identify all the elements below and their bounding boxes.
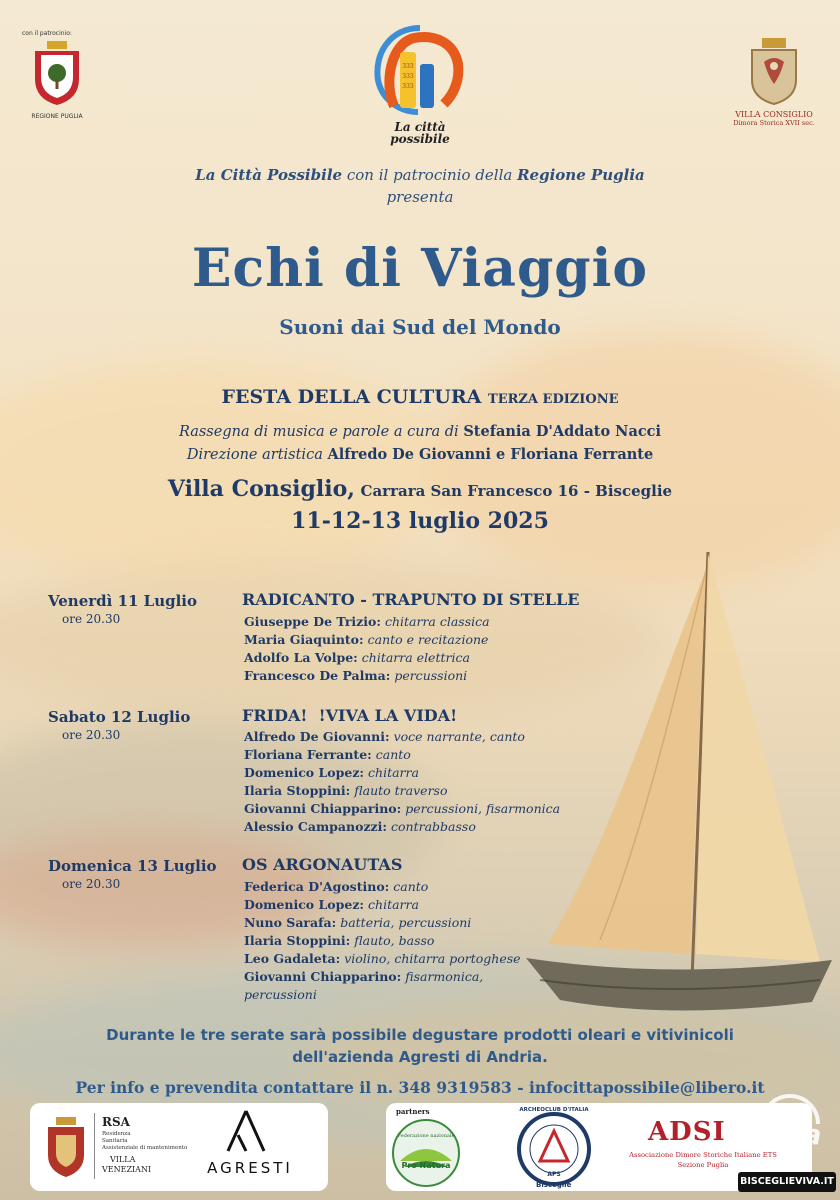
- svg-text:333: 333: [402, 73, 414, 80]
- villa-consiglio-sublabel: Dimora Storica XVII sec.: [733, 119, 815, 127]
- svg-text:333: 333: [402, 83, 414, 90]
- performer: Federica D'Agostino: canto: [244, 879, 429, 894]
- performer: Giuseppe De Trizio: chitarra classica: [244, 614, 490, 629]
- performer: Domenico Lopez: chitarra: [244, 897, 419, 912]
- regione-puglia-logo: [22, 30, 92, 120]
- adsi-label-1: Associazione Dimore Storiche Italiane ETS: [629, 1151, 777, 1159]
- agresti-logo-icon: [226, 1109, 266, 1153]
- performer: Domenico Lopez: chitarra: [244, 765, 419, 780]
- citta-possibile-logo: [364, 24, 476, 145]
- citta-possibile-wordmark-2: possibile: [390, 132, 450, 146]
- event-3-day: Domenica 13 Luglio: [48, 857, 217, 875]
- sponsors-left-box: [30, 1103, 328, 1191]
- event-2-time: ore 20.30: [62, 728, 121, 742]
- sailboat-illustration: [520, 540, 840, 1020]
- archeoclub-label: ARCHEOCLUB D'ITALIA: [519, 1107, 589, 1113]
- pro-natura-top: Federazione nazionale: [397, 1133, 455, 1139]
- partners-label: partners: [396, 1107, 430, 1116]
- performer: Alfredo De Giovanni: voce narrante, canto: [244, 729, 525, 744]
- direzione-line: [0, 446, 840, 463]
- performer: Ilaria Stoppini: flauto traverso: [244, 783, 448, 798]
- event-1-day: Venerdì 11 Luglio: [48, 592, 198, 610]
- patrocinio-caption: con il patrocinio:: [22, 30, 72, 37]
- venue-address: Carrara San Francesco 16 - Bisceglie: [360, 482, 673, 500]
- info-line[interactable]: Per info e prevendita contattare il n. 348 9319583 - infocittapossibile@libero.it: [75, 1078, 765, 1097]
- venue-name: Villa Consiglio,: [167, 476, 355, 502]
- performer: percussioni: [244, 987, 317, 1002]
- page-subtitle: Suoni dai Sud del Mondo: [279, 315, 561, 339]
- adsi-logo: ADSI: [648, 1117, 726, 1147]
- tasting-line-2: dell'azienda Agresti di Andria.: [292, 1048, 548, 1066]
- villa-consiglio-crest-icon: [746, 36, 802, 106]
- watermark-site[interactable]: BISCEGLIEVIVA.IT: [738, 1172, 836, 1192]
- performer: Floriana Ferrante: canto: [244, 747, 411, 762]
- intro-mid: con il patrocinio della: [346, 166, 513, 184]
- performer: Alessio Campanozzi: contrabbasso: [244, 819, 476, 834]
- performer: Giovanni Chiapparino: fisarmonica,: [244, 969, 484, 984]
- event-2-day: Sabato 12 Luglio: [48, 708, 191, 726]
- festa-edition: TERZA EDIZIONE: [488, 392, 619, 407]
- regione-puglia-label: REGIONE PUGLIA: [31, 113, 83, 120]
- event-3-time: ore 20.30: [62, 877, 121, 891]
- venue-line: [0, 476, 840, 502]
- watermark-brand: viva: [759, 1118, 821, 1151]
- page-title: Echi di Viaggio: [191, 238, 649, 299]
- intro-line: [0, 166, 840, 184]
- rassegna-prefix: Rassegna di musica e parole a cura di: [178, 424, 459, 440]
- agresti-wordmark: AGRESTI: [207, 1159, 293, 1177]
- citta-possibile-emblem-icon: [370, 24, 470, 118]
- pro-natura-logo-icon: [390, 1117, 462, 1189]
- performer: Leo Gadaleta: violino, chitarra portoghese: [244, 951, 521, 966]
- villa-veneziani-label: VILLA VENEZIANI: [102, 1155, 152, 1174]
- performer: Ilaria Stoppini: flauto, basso: [244, 933, 435, 948]
- villa-veneziani-crest-icon: [44, 1115, 88, 1179]
- svg-text:333: 333: [402, 63, 414, 70]
- rsa-description: Residenza Sanitaria Assistenziale di mantenimento: [102, 1131, 188, 1151]
- event-1-time: ore 20.30: [62, 612, 121, 626]
- performer: Adolfo La Volpe: chitarra elettrica: [244, 650, 470, 665]
- festa-main: FESTA DELLA CULTURA: [221, 386, 482, 408]
- citta-possibile-wordmark-1: La città: [394, 120, 446, 134]
- intro-region: Regione Puglia: [517, 166, 645, 184]
- rassegna-line: [0, 423, 840, 440]
- archeoclub-aps: APS: [547, 1171, 561, 1178]
- intro-org: La Città Possibile: [195, 166, 343, 184]
- direzione-prefix: Direzione artistica: [186, 447, 323, 463]
- divider: [94, 1113, 95, 1179]
- villa-consiglio-logo: [724, 36, 824, 127]
- event-2-title: FRIDA! !VIVA LA VIDA!: [242, 706, 458, 725]
- regione-puglia-crest-icon: [31, 37, 83, 107]
- adsi-label-2: Sezione Puglia: [677, 1161, 729, 1169]
- watermark: [744, 1090, 836, 1170]
- event-3-title: OS ARGONAUTAS: [242, 855, 403, 874]
- performer: Francesco De Palma: percussioni: [244, 668, 468, 683]
- direzione-names: Alfredo De Giovanni e Floriana Ferrante: [327, 446, 654, 463]
- event-dates: 11-12-13 luglio 2025: [291, 508, 549, 534]
- performer: Maria Giaquinto: canto e recitazione: [244, 632, 489, 647]
- rassegna-name: Stefania D'Addato Nacci: [463, 423, 662, 440]
- performer: Nuno Sarafa: batteria, percussioni: [244, 915, 472, 930]
- rsa-label: RSA: [102, 1115, 130, 1129]
- archeoclub-city: Bisceglie: [536, 1181, 572, 1189]
- intro-presenta: presenta: [386, 188, 454, 206]
- pro-natura-label: Pro Natura: [401, 1161, 451, 1170]
- tasting-line-1: Durante le tre serate sarà possibile degustare prodotti oleari e vitivinicoli: [106, 1026, 734, 1044]
- event-1-title: RADICANTO - TRAPUNTO DI STELLE: [242, 590, 580, 609]
- festa-line: [0, 386, 840, 408]
- villa-consiglio-label: VILLA CONSIGLIO: [735, 110, 813, 119]
- performer: Giovanni Chiapparino: percussioni, fisarmonica: [244, 801, 561, 816]
